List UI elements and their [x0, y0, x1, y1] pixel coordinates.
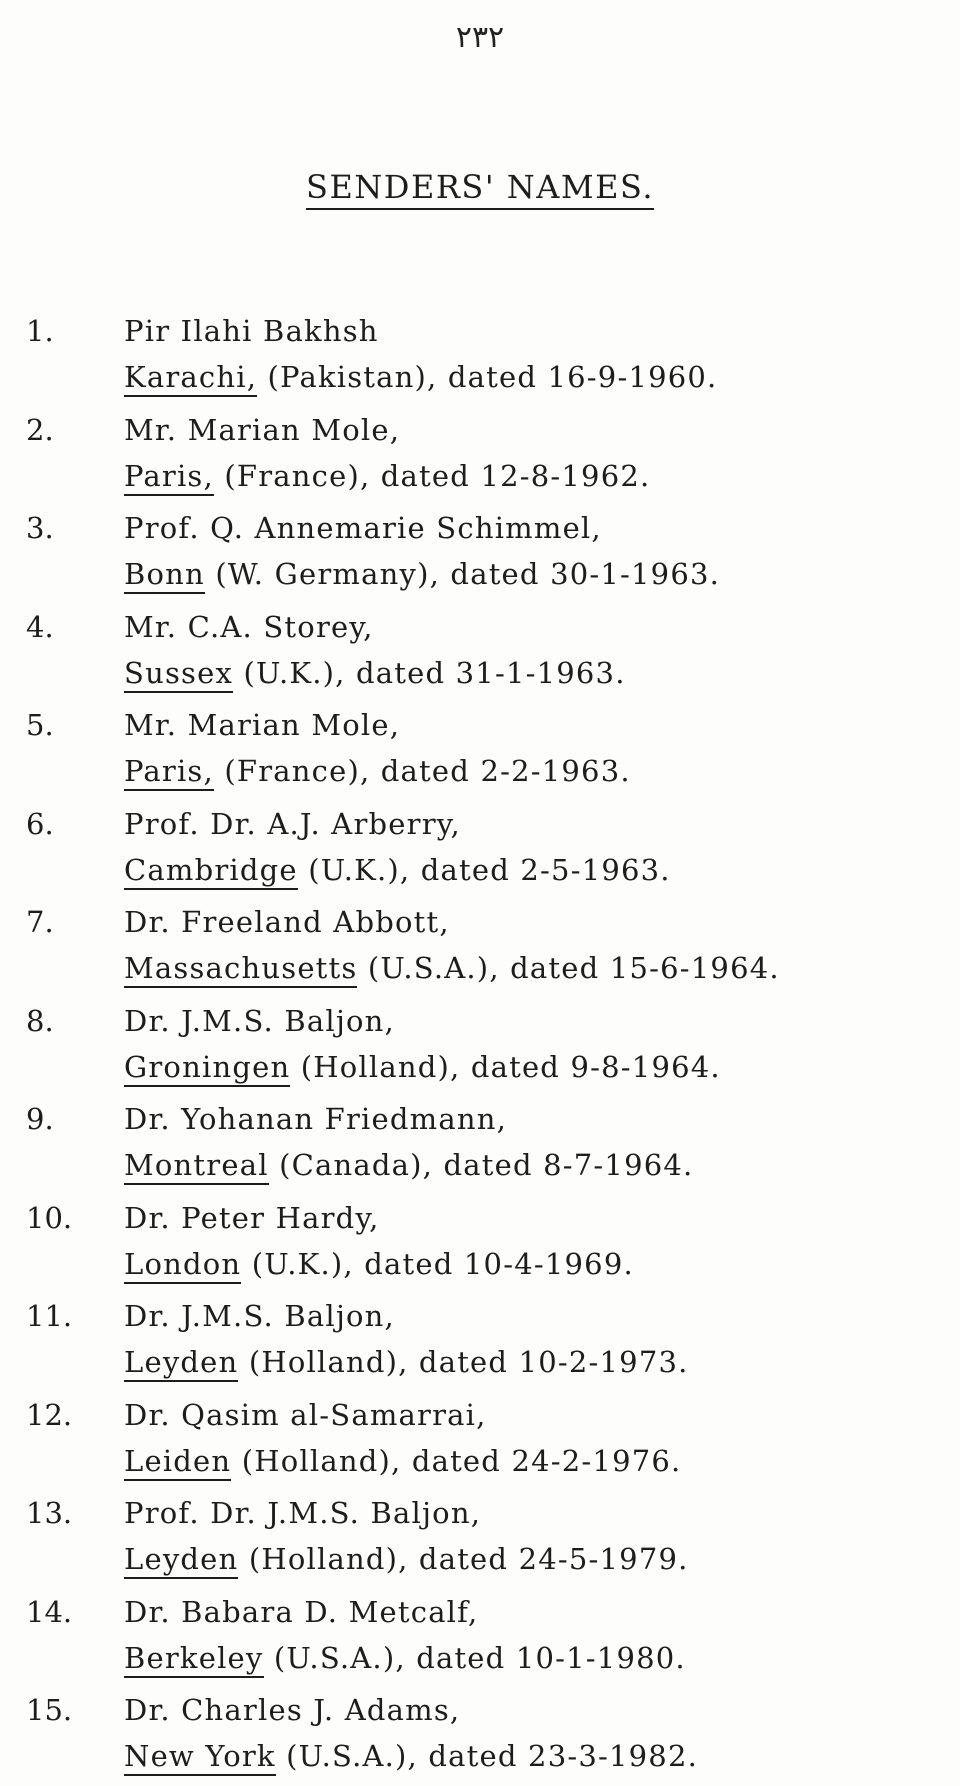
sender-country-date: (U.S.A.), dated 23-3-1982.	[275, 1739, 699, 1773]
entry-body	[124, 407, 950, 499]
sender-name: Pir Ilahi Bakhsh	[124, 314, 379, 348]
list-item	[20, 1195, 950, 1287]
entry-body	[124, 1293, 950, 1385]
sender-name: Dr. Peter Hardy,	[124, 1200, 380, 1235]
sender-name: Dr. Babara D. Metcalf,	[124, 1594, 479, 1629]
sender-country-date: (Holland), dated 10-2-1973.	[238, 1345, 689, 1379]
entry-number: 12.	[26, 1397, 73, 1432]
sender-location-date	[124, 453, 950, 499]
sender-name: Prof. Dr. A.J. Arberry,	[124, 806, 461, 841]
list-item	[20, 1589, 950, 1681]
list-item	[20, 1096, 950, 1188]
sender-name: Dr. Freeland Abbott,	[124, 905, 450, 939]
sender-location-date	[124, 1635, 950, 1681]
sender-city: Leyden	[124, 1542, 238, 1579]
list-item	[20, 801, 950, 893]
entry-number: 15.	[26, 1693, 73, 1727]
sender-city: Bonn	[124, 557, 205, 594]
entry-number: 5.	[26, 708, 54, 742]
sender-country-date: (France), dated 12-8-1962.	[213, 458, 651, 493]
entry-number: 4.	[26, 609, 54, 644]
sender-name: Mr. Marian Mole,	[124, 412, 401, 447]
sender-location-date	[124, 1438, 950, 1484]
list-item	[20, 308, 950, 400]
sender-location-date	[124, 650, 950, 696]
sender-location-date	[124, 1241, 950, 1287]
entry-number: 1.	[26, 314, 54, 348]
entry-body	[124, 1392, 950, 1484]
entry-body	[124, 1490, 950, 1582]
sender-city: Leyden	[124, 1345, 238, 1382]
entry-number: 6.	[26, 806, 54, 841]
list-item	[20, 1490, 950, 1582]
sender-name: Prof. Q. Annemarie Schimmel,	[124, 511, 602, 545]
sender-name: Dr. Charles J. Adams,	[124, 1693, 461, 1727]
sender-country-date: (W. Germany), dated 30-1-1963.	[204, 557, 721, 591]
sender-location-date	[124, 1536, 950, 1582]
sender-name: Dr. Yohanan Friedmann,	[124, 1102, 508, 1136]
sender-country-date: (U.K.), dated 2-5-1963.	[297, 852, 671, 887]
entry-number: 10.	[26, 1200, 73, 1235]
sender-city: Karachi,	[124, 360, 257, 397]
entry-body	[124, 1195, 950, 1287]
sender-city: Cambridge	[124, 853, 298, 890]
entry-body	[124, 998, 950, 1090]
sender-country-date: (U.S.A.), dated 15-6-1964.	[357, 951, 780, 985]
list-item	[20, 998, 950, 1090]
sender-country-date: (U.S.A.), dated 10-1-1980.	[263, 1640, 686, 1675]
entry-body	[124, 702, 950, 794]
list-item	[20, 1293, 950, 1385]
sender-location-date	[124, 1044, 950, 1090]
list-item	[20, 702, 950, 794]
sender-city: Leiden	[124, 1444, 231, 1481]
entry-number: 11.	[26, 1299, 73, 1333]
sender-country-date: (Holland), dated 9-8-1964.	[290, 1049, 721, 1084]
entry-body	[124, 604, 950, 696]
sender-city: Sussex	[124, 656, 233, 693]
sender-location-date	[124, 748, 950, 794]
sender-location-date	[124, 1142, 950, 1188]
sender-country-date: (U.K.), dated 10-4-1969.	[241, 1246, 634, 1281]
sender-location-date	[124, 354, 950, 400]
entry-number: 13.	[26, 1496, 73, 1530]
list-item	[20, 407, 950, 499]
list-item	[20, 1392, 950, 1484]
sender-city: Paris,	[124, 459, 214, 496]
sender-country-date: (Canada), dated 8-7-1964.	[268, 1148, 694, 1182]
entry-body	[124, 1687, 950, 1779]
sender-country-date: (Holland), dated 24-5-1979.	[238, 1542, 689, 1576]
entry-body	[124, 801, 950, 893]
entry-number: 8.	[26, 1003, 54, 1038]
entry-body	[124, 308, 950, 400]
sender-city: Paris,	[124, 754, 214, 791]
page-title	[0, 168, 960, 206]
sender-name: Dr. Qasim al-Samarrai,	[124, 1397, 487, 1432]
sender-country-date: (Holland), dated 24-2-1976.	[231, 1443, 682, 1478]
sender-city: Groningen	[124, 1050, 290, 1087]
list-item	[20, 505, 950, 597]
sender-name: Prof. Dr. J.M.S. Baljon,	[124, 1496, 482, 1530]
sender-country-date: (Pakistan), dated 16-9-1960.	[257, 360, 718, 394]
sender-name: Mr. Marian Mole,	[124, 708, 401, 742]
sender-city: Berkeley	[124, 1641, 264, 1678]
sender-city: Montreal	[124, 1148, 269, 1185]
page-title-text: SENDERS' NAMES.	[306, 168, 654, 210]
sender-city: London	[124, 1247, 241, 1284]
sender-location-date	[124, 1733, 950, 1779]
entry-number: 9.	[26, 1102, 54, 1136]
sender-name: Dr. J.M.S. Baljon,	[124, 1003, 395, 1038]
sender-name: Mr. C.A. Storey,	[124, 609, 374, 644]
entry-body	[124, 1096, 950, 1188]
list-item	[20, 604, 950, 696]
entry-body	[124, 1589, 950, 1681]
sender-location-date	[124, 1339, 950, 1385]
page-number: ۲۳۲	[455, 20, 505, 55]
sender-location-date	[124, 945, 950, 991]
entry-number: 2.	[26, 412, 54, 447]
entry-body	[124, 899, 950, 991]
entry-number: 7.	[26, 905, 54, 939]
entry-number: 14.	[26, 1594, 73, 1629]
sender-city: Massachusetts	[124, 951, 357, 988]
list-item	[20, 1687, 950, 1779]
sender-location-date	[124, 551, 950, 597]
list-item	[20, 899, 950, 991]
sender-name: Dr. J.M.S. Baljon,	[124, 1299, 395, 1333]
entry-body	[124, 505, 950, 597]
sender-country-date: (U.K.), dated 31-1-1963.	[233, 655, 626, 690]
senders-list	[20, 308, 950, 1786]
sender-city: New York	[124, 1739, 276, 1776]
entry-number: 3.	[26, 511, 54, 545]
sender-country-date: (France), dated 2-2-1963.	[213, 754, 631, 788]
sender-location-date	[124, 847, 950, 893]
